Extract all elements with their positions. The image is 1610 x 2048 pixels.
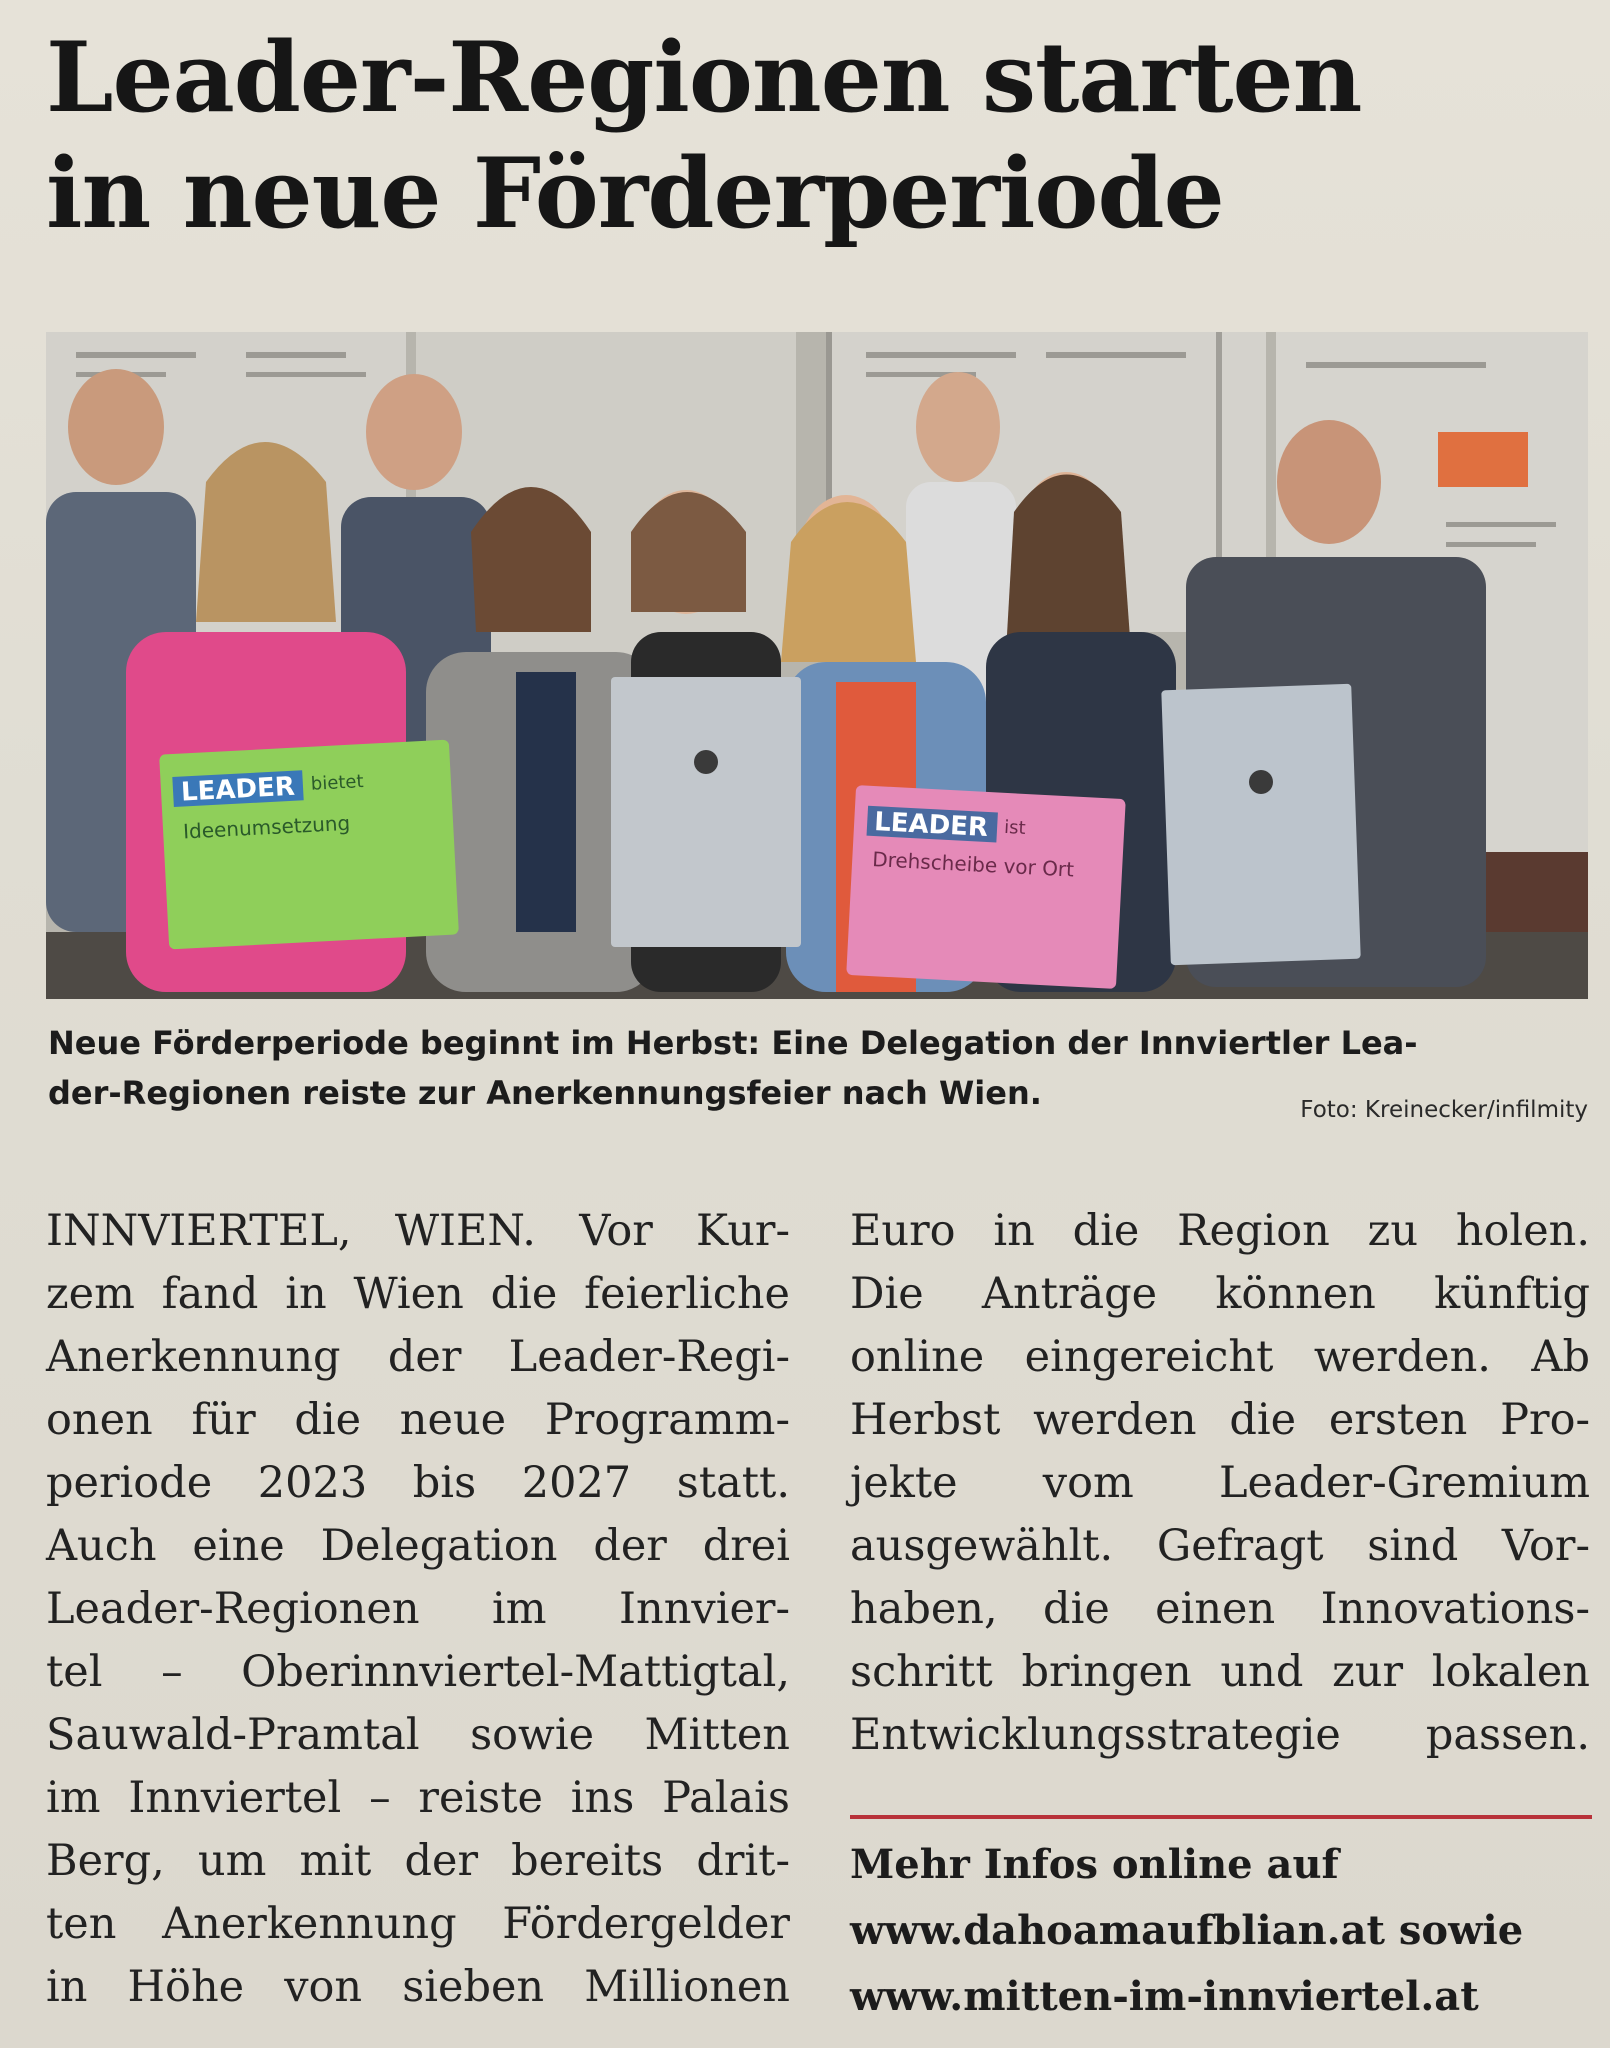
sign-pink-word: ist: [1003, 816, 1027, 839]
more-info-link-dahoamaufblian: www.dahoamaufblian.at sowie: [850, 1907, 1524, 1954]
article-line: jekte vom Leader-Gremium: [850, 1458, 1590, 1508]
leader-sign-pink: [846, 785, 1126, 989]
group-photo-illustration: [46, 332, 1588, 999]
sign-green-word: bietet: [310, 771, 365, 795]
article-line: periode 2023 bis 2027 statt.: [46, 1458, 790, 1508]
certificate-folder-right: [1161, 684, 1360, 965]
sign-pink-text: Drehscheibe vor Ort: [871, 847, 1075, 882]
article-line: Euro in die Region zu holen.: [850, 1206, 1590, 1256]
article-line: in Höhe von sieben Millionen: [46, 1962, 790, 2012]
article-line: Leader-Regionen im Innvier-: [46, 1584, 790, 1634]
article-line: zem fand in Wien die feierliche: [46, 1269, 790, 1319]
article-line: ausgewählt. Gefragt sind Vor-: [850, 1521, 1590, 1571]
sign-pink-brand: LEADER: [873, 807, 989, 843]
article-line: haben, die einen Innovations-: [850, 1584, 1590, 1634]
photo-credit: Foto: Kreinecker/infilmity: [1300, 1097, 1588, 1123]
info-divider: [850, 1815, 1592, 1819]
article-column-left: [46, 1200, 790, 2019]
leader-sign-green: [159, 740, 459, 950]
article-line: Die Anträge können künftig: [850, 1269, 1590, 1319]
more-info-heading: Mehr Infos online auf: [850, 1841, 1339, 1888]
article-line: Berg, um mit der bereits drit-: [46, 1836, 790, 1886]
article-line: Sauwald-Pramtal sowie Mitten: [46, 1710, 790, 1760]
headline-line-2: in neue Förderperiode: [46, 137, 1224, 250]
article-line: ten Anerkennung Fördergelder: [46, 1899, 790, 1949]
sign-green-brand: LEADER: [180, 771, 296, 808]
article-line: onen für die neue Programm-: [46, 1395, 790, 1445]
article-line: Entwicklungsstrategie passen.: [850, 1710, 1590, 1760]
article-line: Auch eine Delegation der drei: [46, 1521, 790, 1571]
more-info-link-mitten-im-innviertel: www.mitten-im-innviertel.at: [850, 1973, 1479, 2020]
article-line: Herbst werden die ersten Pro-: [850, 1395, 1590, 1445]
certificate-folder-left: [611, 677, 801, 947]
article-column-right: [850, 1200, 1590, 1767]
sign-green-text: Ideenumsetzung: [182, 810, 351, 844]
more-info-box: [850, 1832, 1592, 2030]
group-photo: [46, 332, 1588, 999]
caption-line-2: der-Regionen reiste zur Anerkennungsfeier nach Wien.: [48, 1074, 1042, 1112]
article-line: tel – Oberinnviertel-Mattigtal,: [46, 1647, 790, 1697]
article-line: Anerkennung der Leader-Regi-: [46, 1332, 790, 1382]
article-line: INNVIERTEL, WIEN. Vor Kur-: [46, 1206, 790, 1256]
caption-line-1: Neue Förderperiode beginnt im Herbst: Eine Delegation der Innviertler Lea-: [48, 1024, 1418, 1062]
headline-line-1: Leader-Regionen starten: [46, 21, 1362, 134]
article-line: online eingereicht werden. Ab: [850, 1332, 1590, 1382]
article-line: im Innviertel – reiste ins Palais: [46, 1773, 790, 1823]
headline: [46, 20, 1586, 252]
article-line: schritt bringen und zur lokalen: [850, 1647, 1590, 1697]
